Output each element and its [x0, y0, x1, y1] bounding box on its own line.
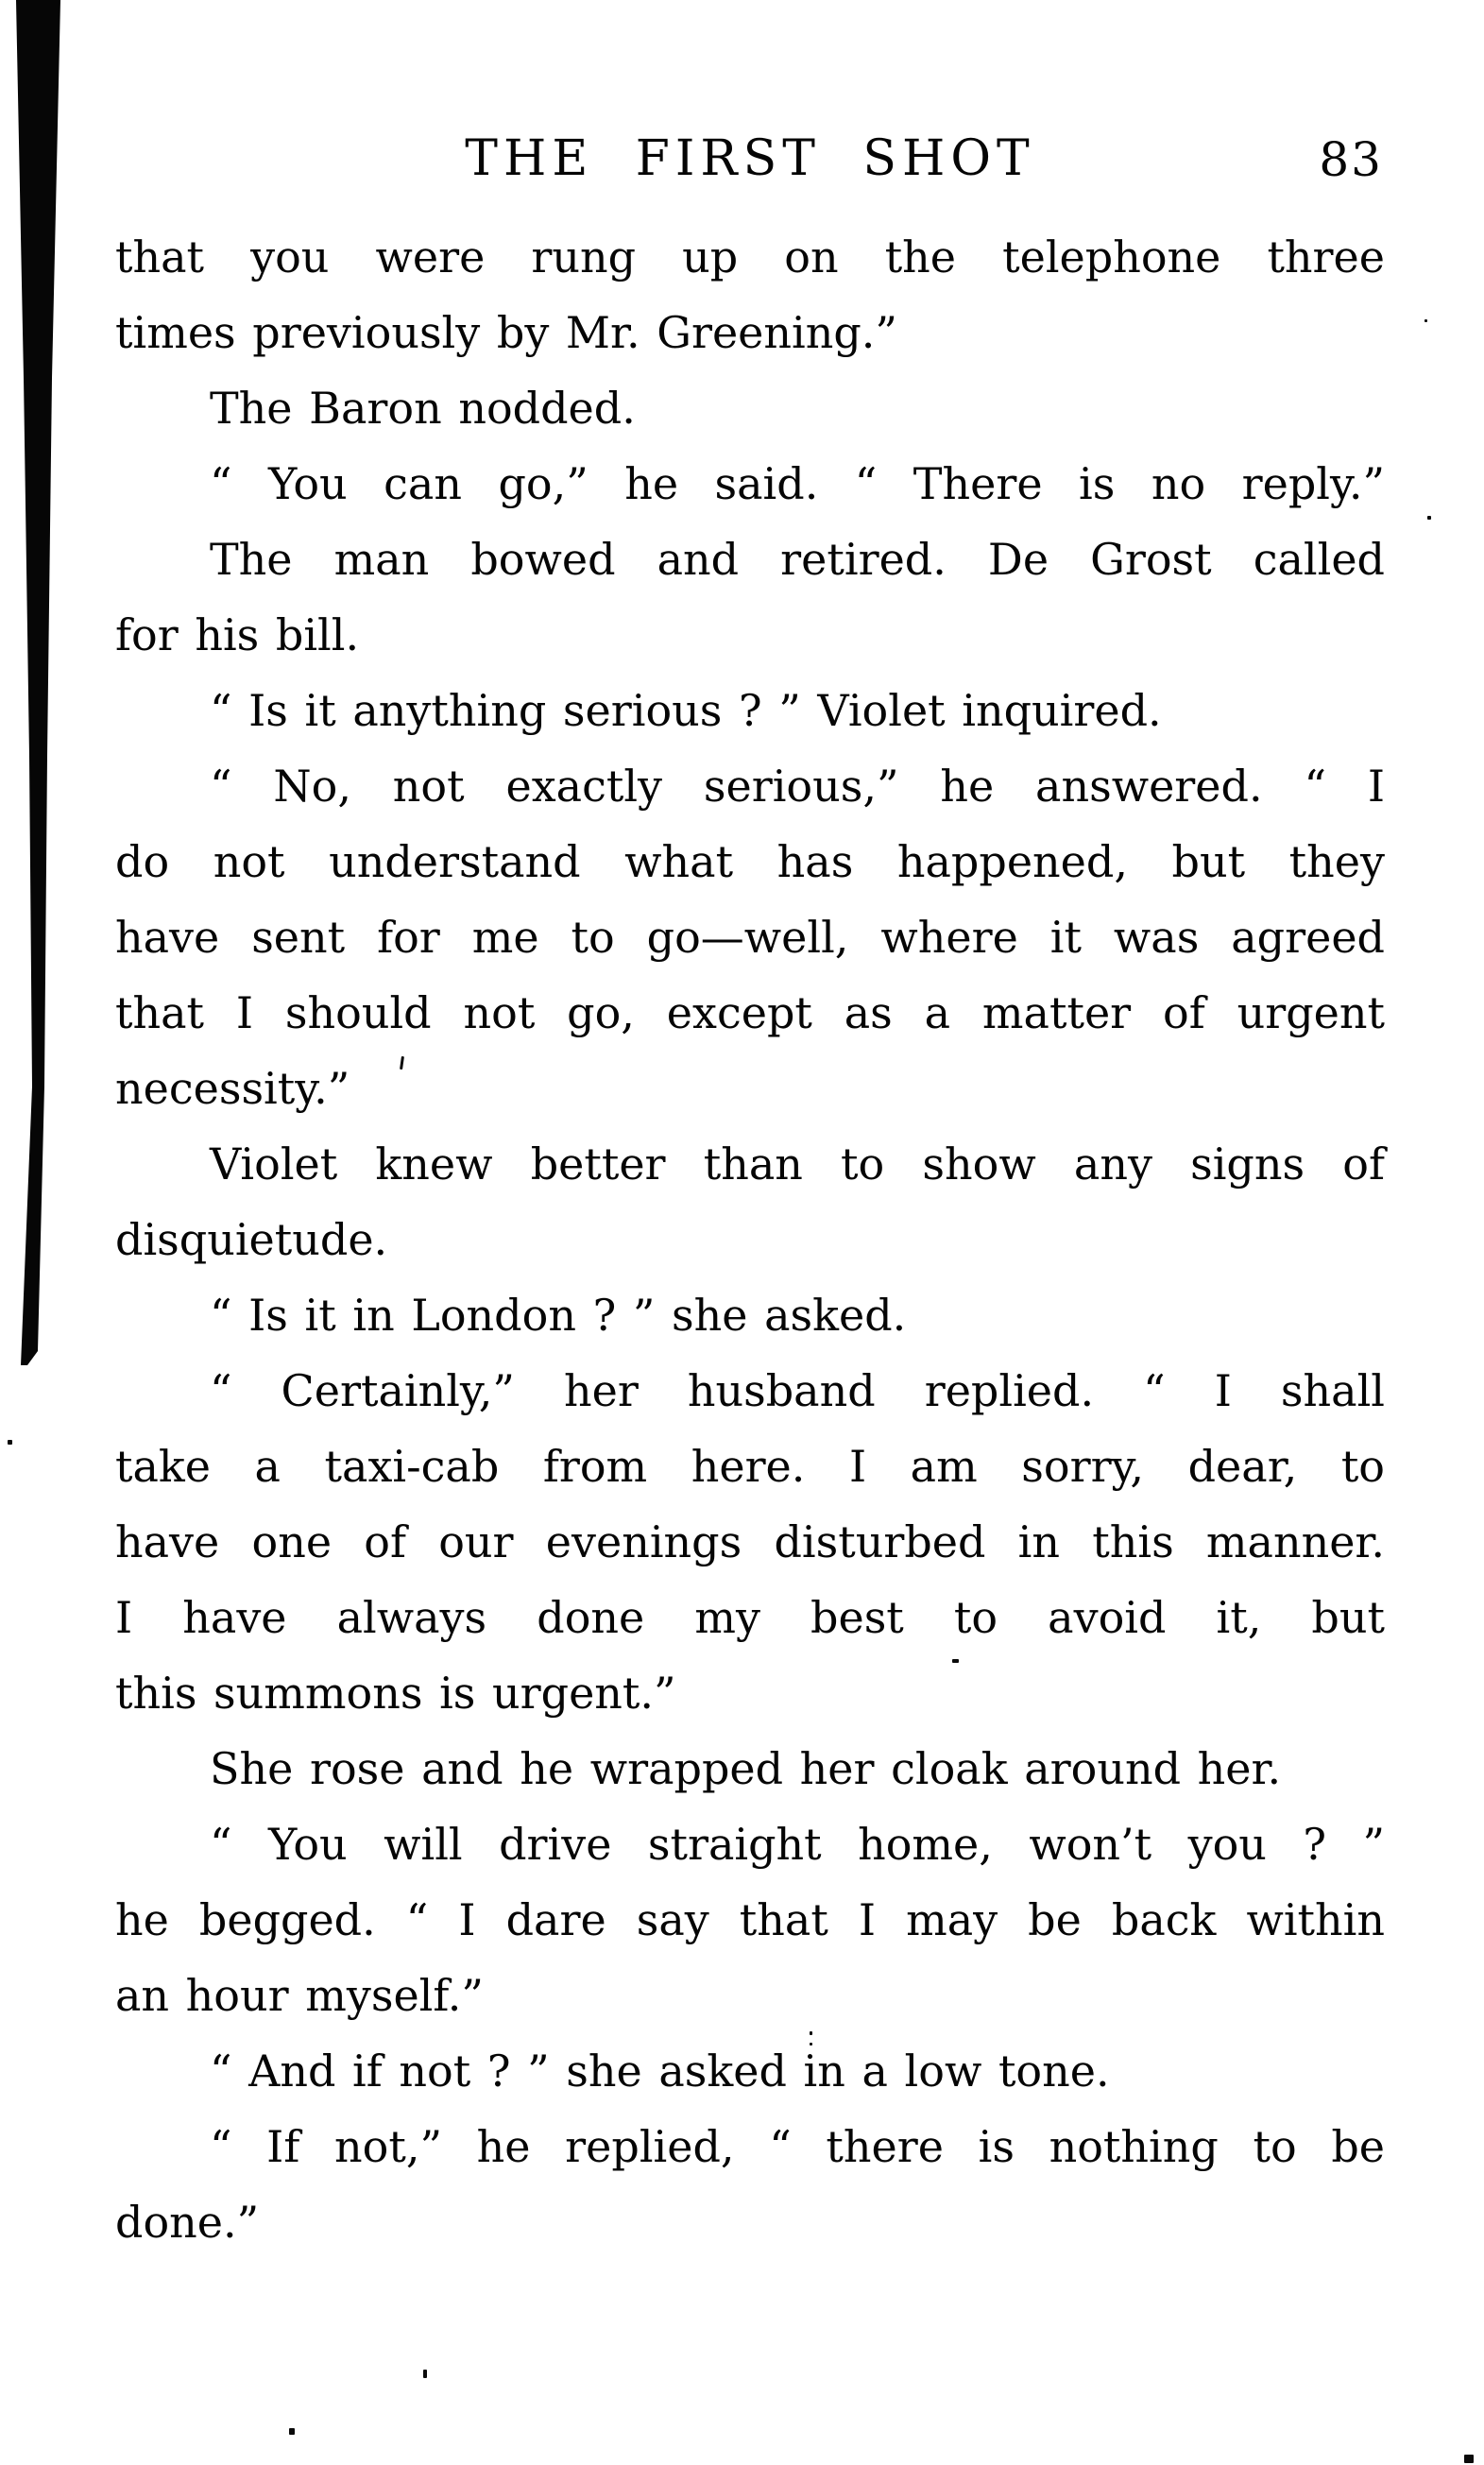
text-line: “ Certainly,” her husband replied. “ I shall	[210, 1365, 1385, 1416]
text-line: that you were rung up on the telephone three	[115, 231, 1385, 282]
gutter-shadow-edge	[0, 0, 76, 1379]
page-number: 83	[1319, 132, 1383, 187]
text-line: She rose and he wrapped her cloak around her.	[210, 1743, 1282, 1794]
text-line: for his bill.	[115, 609, 360, 660]
text-line: “ Is it in London ? ” she asked.	[210, 1290, 907, 1341]
text-line: I have always done my best to avoid it, but	[115, 1592, 1385, 1643]
text-line: this summons is urgent.”	[115, 1668, 676, 1719]
text-line: Violet knew better than to show any signs of	[210, 1138, 1385, 1190]
text-line: The man bowed and retired. De Grost called	[210, 534, 1385, 585]
text-line: take a taxi-cab from here. I am sorry, dear, to	[115, 1441, 1385, 1492]
ink-speck	[1427, 516, 1431, 520]
text-line: disquietude.	[115, 1214, 388, 1265]
page-header	[115, 130, 1385, 197]
text-line: an hour myself.”	[115, 1970, 484, 2021]
text-line: “ You can go,” he said. “ There is no reply.”	[210, 458, 1385, 509]
ink-speck	[1464, 2455, 1474, 2463]
running-title: THE FIRST SHOT	[465, 130, 1035, 187]
ink-speck	[810, 2031, 812, 2035]
text-line: “ If not,” he replied, “ there is nothing to be	[210, 2121, 1385, 2172]
text-line: necessity.”	[115, 1063, 350, 1114]
ink-speck	[1424, 319, 1427, 322]
text-line: that I should not go, except as a matter of urgent	[115, 987, 1385, 1038]
text-line: have one of our evenings disturbed in this manner.	[115, 1516, 1385, 1567]
text-line: “ And if not ? ” she asked in a low tone.	[210, 2046, 1110, 2097]
ink-speck	[289, 2428, 295, 2435]
text-line: “ No, not exactly serious,” he answered. “ I	[210, 761, 1385, 812]
ink-speck	[423, 2370, 427, 2378]
ink-speck	[8, 1440, 12, 1445]
ink-speck	[952, 1659, 959, 1663]
page-lines	[115, 219, 1385, 2260]
text-line: done.”	[115, 2197, 260, 2248]
text-line: have sent for me to go—well, where it was agreed	[115, 912, 1385, 963]
text-line: times previously by Mr. Greening.”	[115, 307, 897, 358]
text-line: he begged. “ I dare say that I may be back within	[115, 1894, 1385, 1945]
text-line: “ Is it anything serious ? ” Violet inquired.	[210, 685, 1162, 736]
text-line: do not understand what has happened, but they	[115, 836, 1385, 887]
ink-speck	[810, 2043, 812, 2046]
text-line: “ You will drive straight home, won’t you ? ”	[210, 1819, 1385, 1870]
text-line: The Baron nodded.	[210, 383, 636, 434]
